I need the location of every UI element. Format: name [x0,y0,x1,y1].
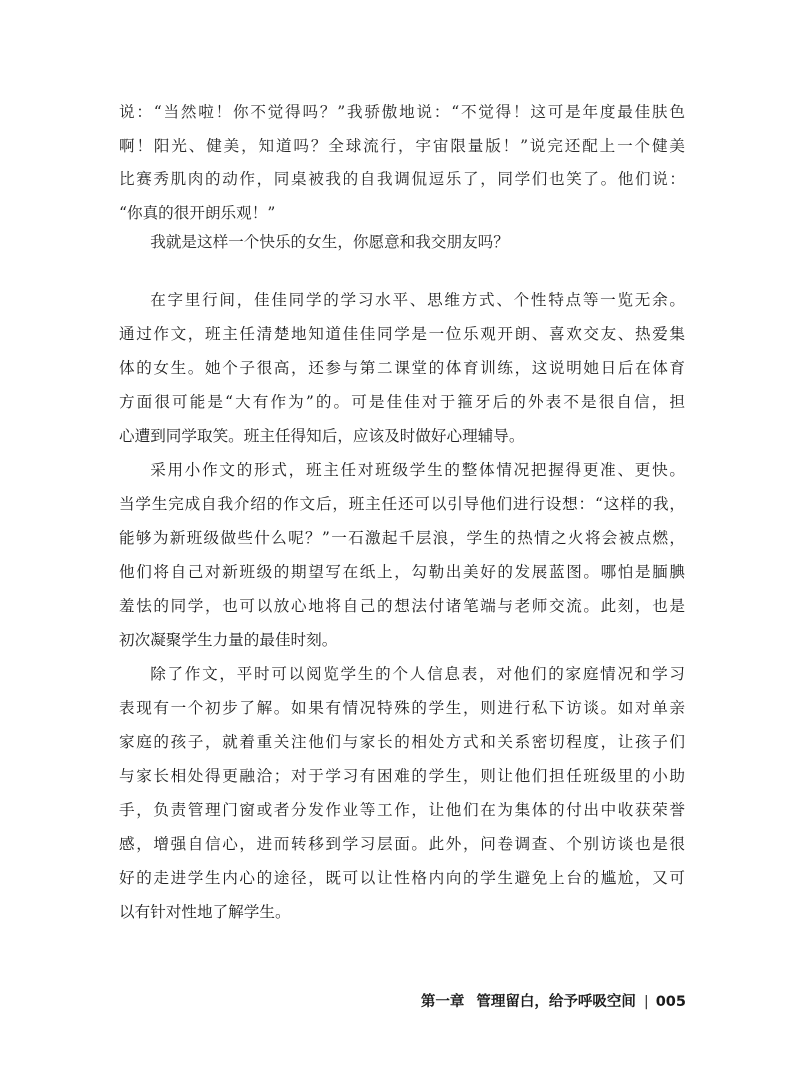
paragraph-line: 手，负责管理门窗或者分发作业等工作，让他们在为集体的付出中收获荣誉 [119,801,685,819]
page-number: 005 [655,994,686,1010]
paragraph-line: 与家长相处得更融洽；对于学习有困难的学生，则让他们担任班级里的小助 [119,767,685,785]
paragraph-line: 家庭的孩子，就着重关注他们与家长的相处方式和关系密切程度，让孩子们 [119,733,685,751]
paragraph-line: 方面很可能是“大有作为”的。可是佳佳对于箍牙后的外表不是很自信，担 [119,393,685,411]
excerpt-line: 啊！阳光、健美，知道吗？全球流行，宇宙限量版！”说完还配上一个健美 [119,136,685,155]
excerpt-line: 比赛秀肌肉的动作，同桌被我的自我调侃逗乐了，同学们也笑了。他们说： [119,170,685,188]
paragraph-line: 能够为新班级做些什么呢？”一石激起千层浪，学生的热情之火将会被点燃， [119,529,685,547]
paragraph-line: 心遭到同学取笑。班主任得知后，应该及时做好心理辅导。 [119,427,525,445]
paragraph-line: 当学生完成自我介绍的作文后，班主任还可以引导他们进行设想：“这样的我， [119,495,685,513]
paragraph-line: 羞怯的同学，也可以放心地将自己的想法付诸笔端与老师交流。此刻，也是 [119,597,685,615]
paragraph-line: 在字里行间，佳佳同学的学习水平、思维方式、个性特点等一览无余。 [150,291,685,309]
page-footer [421,989,686,1015]
paragraph [119,283,685,453]
paragraph-line: 以有针对性地了解学生。 [119,903,291,921]
letter-excerpt [119,96,685,230]
paragraph [119,657,685,929]
letter-closing [119,226,685,260]
paragraph-line: 初次凝聚学生力量的最佳时刻。 [119,631,338,649]
excerpt-closing-line: 我就是这样一个快乐的女生，你愿意和我交朋友吗？ [150,233,509,251]
paragraph-line: 采用小作文的形式，班主任对班级学生的整体情况把握得更准、更快。 [150,461,685,479]
paragraph-line: 感，增强自信心，进而转移到学习层面。此外，问卷调查、个别访谈也是很 [119,835,685,853]
footer-chapter: 第一章 [420,994,465,1010]
excerpt-line: 说：“当然啦！你不觉得吗？”我骄傲地说：“不觉得！这可是年度最佳肤色 [119,103,685,121]
body-text [119,283,685,929]
paragraph-line: 表现有一个初步了解。如果有情况特殊的学生，则进行私下访谈。如对单亲 [119,699,685,717]
paragraph-line: 体的女生。她个子很高，还参与第二课堂的体育训练，这说明她日后在体育 [119,359,685,377]
paragraph-line: 通过作文，班主任清楚地知道佳佳同学是一位乐观开朗、喜欢交友、热爱集 [119,325,685,343]
paragraph-line: 好的走进学生内心的途径，既可以让性格内向的学生避免上台的尴尬，又可 [119,869,685,887]
paragraph-line: 除了作文，平时可以阅览学生的个人信息表，对他们的家庭情况和学习 [150,665,685,683]
paragraph-line: 他们将自己对新班级的期望写在纸上，勾勒出美好的发展蓝图。哪怕是腼腆 [119,563,685,581]
excerpt-line: “你真的很开朗乐观！” [119,203,276,222]
paragraph [119,453,685,657]
footer-chapter-title: 管理留白，给予呼吸空间 [476,994,636,1010]
footer-separator: | [643,994,649,1010]
